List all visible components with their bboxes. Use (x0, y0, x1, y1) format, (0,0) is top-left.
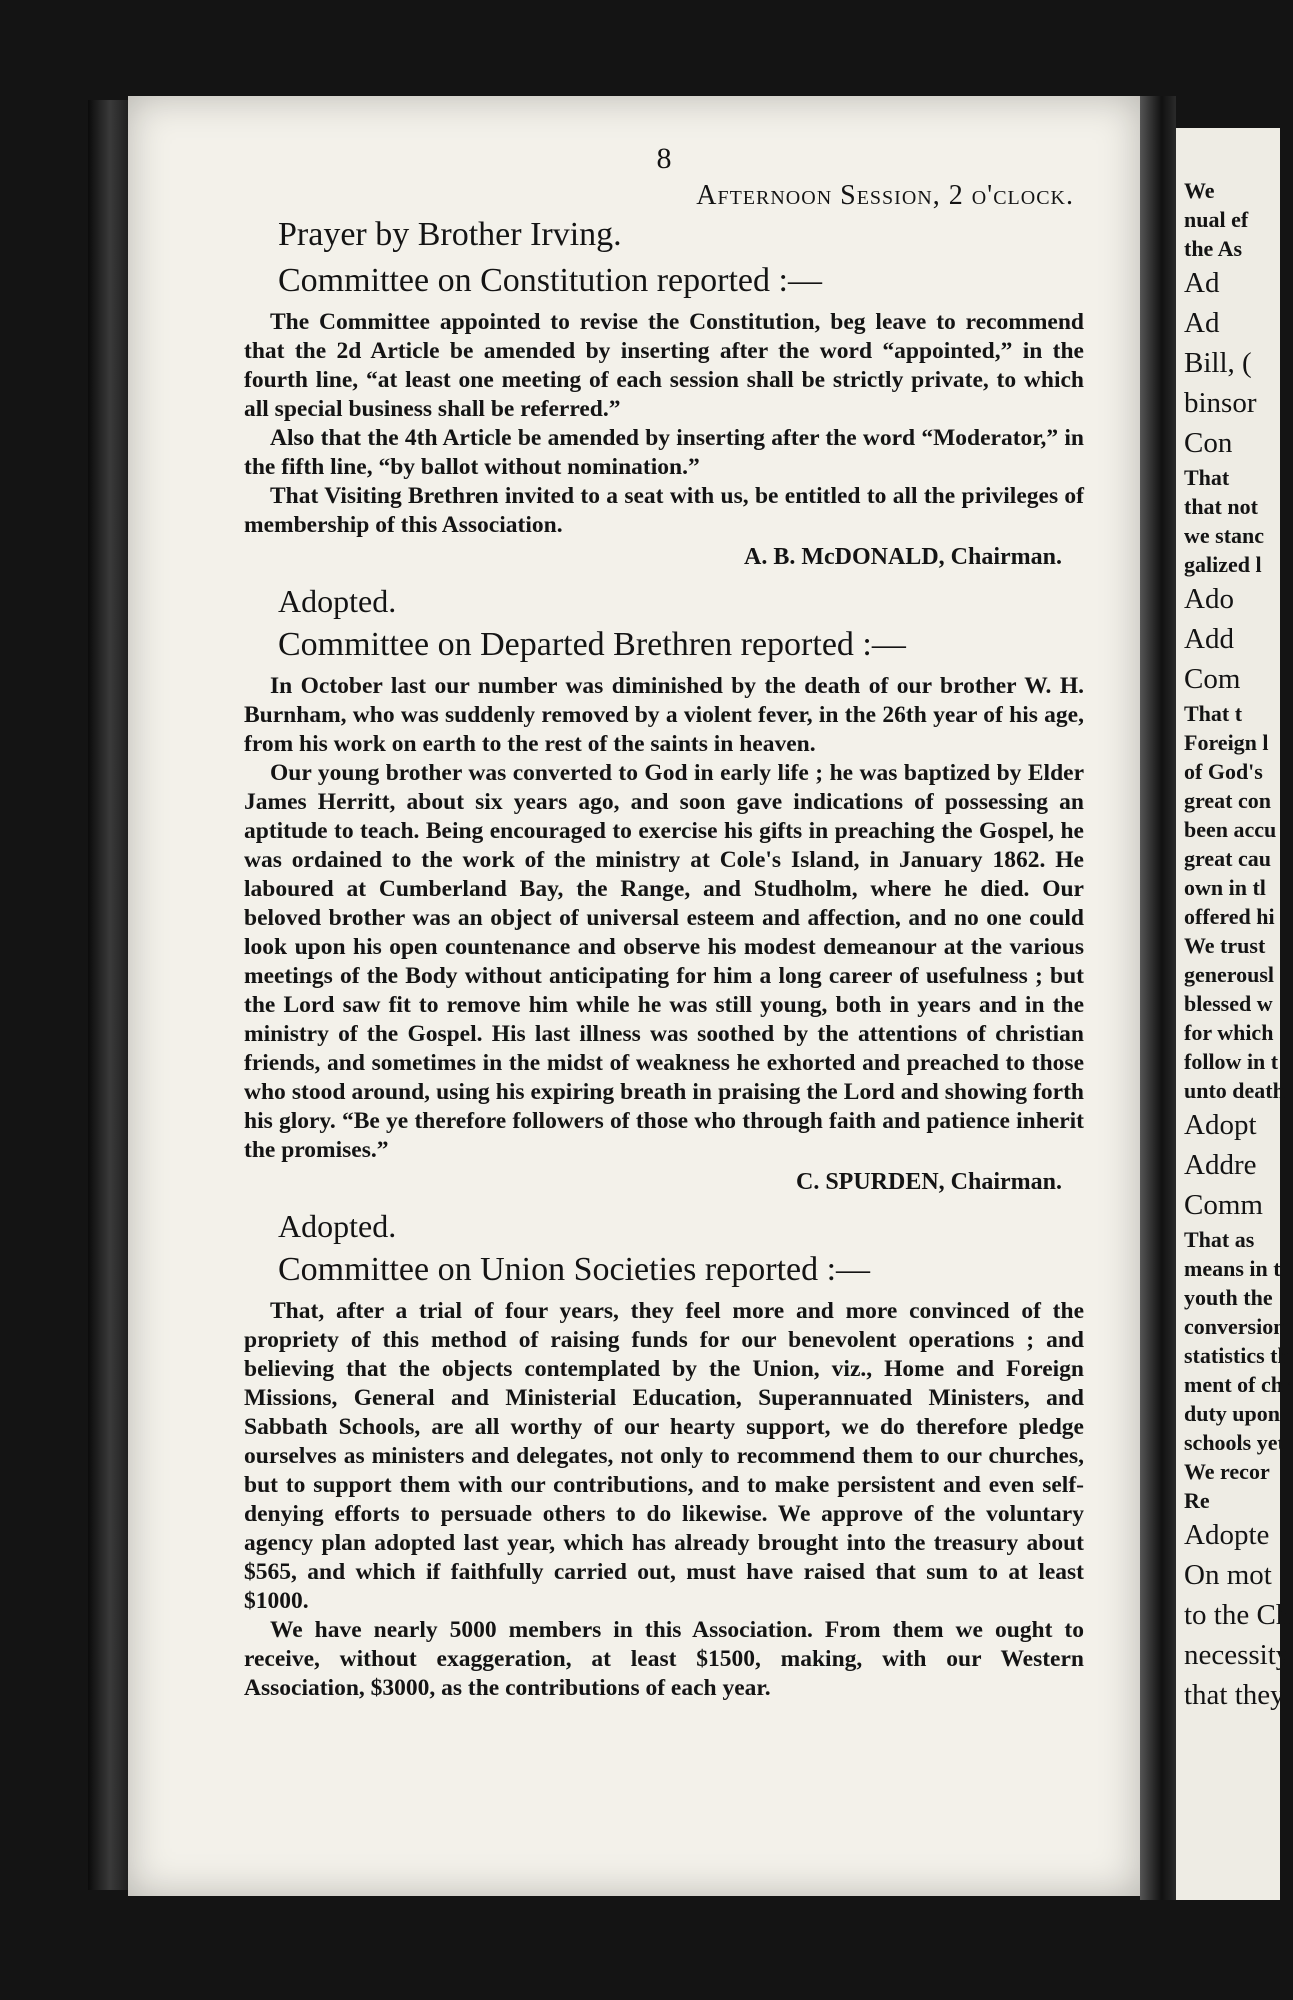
facing-page-fragment: statistics th (1184, 1343, 1290, 1368)
facing-page-fragment: means in tl (1184, 1256, 1287, 1281)
facing-page-fragment: Ado (1184, 583, 1234, 615)
facing-page-fragment: We recor (1184, 1459, 1270, 1484)
facing-page-fragment: necessity (1184, 1639, 1291, 1671)
departed-paragraph: In October last our number was diminished by the death of our brother W. H. Burnham, who was suddenly removed by a violent fever, in the 26th year of his age, from his work on earth to the rest of the saints in heaven. (244, 673, 1084, 757)
facing-page-fragment: nual ef (1184, 207, 1249, 232)
constitution-paragraph: The Committee appointed to revise the Constitution, beg leave to recommend that the 2d Article be amended by inserting after the word “appointed,” in the fourth line, “at least one meeting of each session shall be strictly private, to which all special business shall be referred.” (244, 309, 1084, 422)
session-header: Afternoon Session, 2 o'clock. (696, 180, 1074, 211)
facing-page-fragment: unto death (1184, 1078, 1285, 1103)
union-paragraph: That, after a trial of four years, they feel more and more convinced of the propriety of this method of raising funds for our benevolent operations ; and believing that the objects contemplated by the Union, viz., Home and Foreign Missions, General and Ministerial Education, Superannuated Ministers, and Sabbath Schools, are all worthy of our hearty support, we do therefore pledge ourselves as ministers and delegates, not only to recommend them to our churches, but to support them with our contributions, and to make persistent and even self-denying efforts to persuade others to do likewise. We approve of the voluntary agency plan adopted last year, which has already brought into the treasury about $565, and which if faithfully carried out, must have raised that sum to at least $1000. (244, 1298, 1084, 1614)
facing-page-fragment: galized l (1184, 552, 1262, 577)
facing-page-fragment: Bill, ( (1184, 347, 1252, 379)
book-spine (88, 100, 132, 1890)
constitution-signature: A. B. McDONALD, Chairman. (744, 544, 1062, 570)
facing-page-fragment: blessed w (1184, 991, 1273, 1016)
facing-page-fragment: that they (1184, 1679, 1285, 1711)
facing-page-fragment: generousl (1184, 962, 1275, 987)
facing-page-fragment: On mot (1184, 1559, 1272, 1591)
facing-page-fragment: That as (1184, 1227, 1255, 1252)
departed-adopted: Adopted. (278, 1208, 397, 1244)
page-number: 8 (656, 142, 672, 175)
facing-page-fragment: conversion (1184, 1314, 1286, 1339)
section-heading-union-societies: Committee on Union Societies reported :— (278, 1251, 871, 1288)
facing-page-fragment: Ad (1184, 307, 1220, 339)
facing-page-fragment: youth the (1184, 1285, 1273, 1310)
departed-signature: C. SPURDEN, Chairman. (795, 1169, 1062, 1195)
departed-paragraph: Our young brother was converted to God in early life ; he was baptized by Elder James Herritt, about six years ago, and soon gave indications of possessing an aptitude to teach. Being encouraged to exercise his gifts in preaching the Gospel, he was ordained to the work of the ministry at Cole's Island, in January 1862. He laboured at Cumberland Bay, the Range, and Studholm, where he died. Our beloved brother was an object of universal esteem and affection, and no one could look upon his open countenance and observe his modest demeanour at the various meetings of the Body without anticipating for him a long career of usefulness ; but the Lord saw fit to remove him while he was still young, both in years and in the ministry of the Gospel. His last illness was soothed by the attentions of christian friends, and sometimes in the midst of weakness he exhorted and preached to those who stood around, using his expiring breath in praising the Lord and showing forth his glory. “Be ye therefore followers of those who through faith and patience inherit the promises.” (244, 760, 1084, 1163)
book-gutter (1140, 96, 1176, 1900)
facing-page-fragment: own in tl (1184, 875, 1266, 900)
facing-page-column (1176, 128, 1293, 1715)
facing-page-fragment: great con (1184, 788, 1271, 813)
section-heading-departed: Committee on Departed Brethren reported :— (278, 626, 906, 663)
facing-page (1176, 128, 1293, 1900)
facing-page-fragment: binsor (1184, 387, 1257, 419)
facing-page-fragment: Con (1184, 427, 1233, 459)
facing-page-fragment: Adopte (1184, 1519, 1270, 1551)
facing-page-fragment: We (1184, 178, 1215, 203)
facing-page-fragment: we stanc (1184, 523, 1265, 548)
facing-page-fragment: schools yet (1184, 1430, 1285, 1455)
facing-page-fragment: Adopt (1184, 1109, 1257, 1141)
facing-page-fragment: been accu (1184, 817, 1277, 842)
facing-page-fragment: the As (1184, 236, 1243, 261)
left-page (128, 96, 1140, 1896)
facing-page-fragment: Com (1184, 663, 1241, 695)
facing-page-fragment: That t (1184, 701, 1243, 726)
facing-page-fragment: Foreign l (1184, 730, 1269, 755)
facing-page-fragment: great cau (1184, 846, 1271, 871)
facing-page-fragment: Comm (1184, 1189, 1263, 1221)
facing-page-fragment: for which (1184, 1020, 1274, 1045)
facing-page-fragment: that not (1184, 494, 1258, 519)
facing-page-fragment: That (1184, 465, 1230, 490)
facing-page-fragment: duty upon (1184, 1401, 1281, 1426)
constitution-paragraph: That Visiting Brethren invited to a seat with us, be entitled to all the privileges of membership of this Association. (244, 483, 1084, 538)
facing-page-fragment: We trust (1184, 933, 1266, 958)
facing-page-fragment: Re (1184, 1488, 1210, 1513)
facing-page-fragment: of God's (1184, 759, 1263, 784)
facing-page-fragment: Ad (1184, 267, 1220, 299)
facing-page-fragment: offered hi (1184, 904, 1275, 929)
section-heading-constitution: Committee on Constitution reported :— (278, 262, 822, 299)
facing-page-fragment: follow in t (1184, 1049, 1279, 1074)
facing-page-fragment: Addre (1184, 1149, 1257, 1181)
facing-page-fragment: Add (1184, 623, 1234, 655)
union-paragraph: We have nearly 5000 members in this Association. From them we ought to receive, without exaggeration, at least $1500, making, with our Western Association, $3000, as the contributions of each year. (244, 1617, 1084, 1701)
facing-page-fragment: to the Ch (1184, 1599, 1291, 1631)
section-heading-prayer: Prayer by Brother Irving. (278, 216, 622, 253)
facing-page-fragment: ment of chr (1184, 1372, 1293, 1397)
constitution-paragraph: Also that the 4th Article be amended by inserting after the word “Moderator,” in the fifth line, “by ballot without nomination.” (244, 425, 1084, 480)
page-content (244, 142, 1084, 1703)
constitution-adopted: Adopted. (278, 583, 397, 619)
